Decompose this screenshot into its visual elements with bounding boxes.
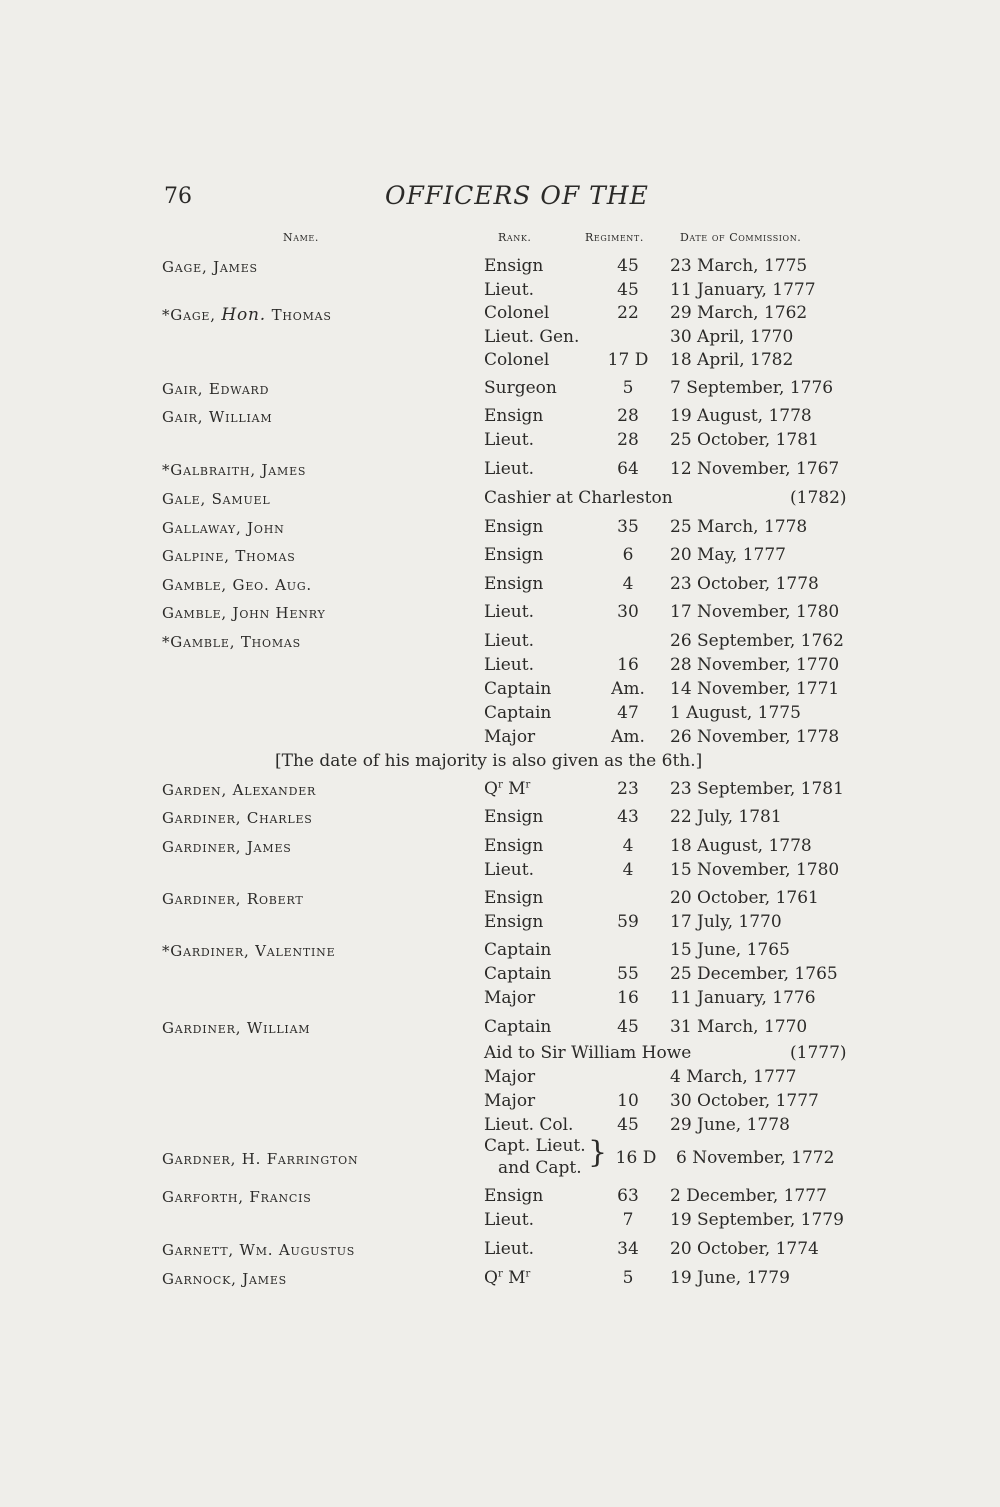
table-row <box>0 1017 1000 1041</box>
appointment-year: (1782) <box>790 488 847 508</box>
regiment: 17 D <box>607 350 649 370</box>
table-row <box>0 406 1000 430</box>
commission-date: 23 March, 1775 <box>670 256 808 276</box>
officer-name: Garforth, Francis <box>162 1188 312 1206</box>
regiment: 45 <box>617 1115 639 1135</box>
table-row <box>0 350 1000 374</box>
regiment: 16 <box>617 988 639 1008</box>
officer-rank: Capt. Lieut. <box>484 1136 586 1156</box>
table-row <box>0 727 1000 751</box>
commission-date: 31 March, 1770 <box>670 1017 808 1037</box>
table-row <box>0 378 1000 402</box>
officer-rank: Ensign <box>484 545 544 565</box>
table-row <box>0 631 1000 655</box>
officer-rank: Captain <box>484 940 552 960</box>
regiment: 23 <box>617 779 639 799</box>
officer-rank: Ensign <box>484 406 544 426</box>
table-row <box>0 655 1000 679</box>
regiment: 16 <box>617 655 639 675</box>
regiment: 63 <box>617 1186 639 1206</box>
rank-part: Q <box>484 1268 498 1288</box>
commission-date: 19 June, 1779 <box>670 1268 790 1288</box>
regiment: 28 <box>617 406 639 426</box>
commission-date: 2 December, 1777 <box>670 1186 827 1206</box>
regiment: 28 <box>617 430 639 450</box>
rank-superscript: r <box>525 779 531 791</box>
commission-date: 30 April, 1770 <box>670 327 794 347</box>
commission-date: 17 November, 1780 <box>670 602 840 622</box>
officer-rank: Lieut. Col. <box>484 1115 574 1135</box>
officer-name: Gallaway, John <box>162 519 285 537</box>
officer-rank: Ensign <box>484 836 544 856</box>
officer-name: Gamble, John Henry <box>162 604 326 622</box>
commission-date: 14 November, 1771 <box>670 679 840 699</box>
officer-rank: Lieut. <box>484 430 534 450</box>
regiment: 64 <box>617 459 639 479</box>
header-rank: Rank. <box>498 231 532 244</box>
table-row <box>0 964 1000 988</box>
commission-date: 18 April, 1782 <box>670 350 794 370</box>
officer-rank: Captain <box>484 1017 552 1037</box>
officer-rank: Ensign <box>484 912 544 932</box>
table-row <box>0 1135 1000 1178</box>
commission-date: 22 July, 1781 <box>670 807 782 827</box>
officer-rank <box>484 779 614 799</box>
commission-date: 15 June, 1765 <box>670 940 790 960</box>
commission-date: 20 May, 1777 <box>670 545 786 565</box>
table-row <box>0 860 1000 884</box>
header-name: Name. <box>283 231 319 244</box>
officer-rank-continued: and Capt. <box>498 1158 582 1178</box>
commission-date: 23 September, 1781 <box>670 779 844 799</box>
officer-rank: Major <box>484 988 536 1008</box>
table-row <box>0 602 1000 626</box>
regiment: 5 <box>622 1268 634 1288</box>
officer-rank: Captain <box>484 679 552 699</box>
officer-rank: Lieut. <box>484 1239 534 1259</box>
officer-rank: Lieut. Gen. <box>484 327 580 347</box>
table-row <box>0 327 1000 351</box>
name-part: *Gage, <box>162 306 222 324</box>
table-row <box>0 430 1000 454</box>
page-title: OFFICERS OF THE <box>385 181 649 210</box>
rank-part: M <box>502 1268 526 1288</box>
officer-rank: Lieut. <box>484 459 534 479</box>
officer-name: Gardiner, Charles <box>162 809 313 827</box>
regiment: 10 <box>617 1091 639 1111</box>
table-row <box>0 256 1000 280</box>
officer-rank: Ensign <box>484 807 544 827</box>
table-row <box>0 1268 1000 1292</box>
commission-date: 26 November, 1778 <box>670 727 840 747</box>
officer-name: *Gamble, Thomas <box>162 633 302 651</box>
commission-date: 19 September, 1779 <box>670 1210 844 1230</box>
officer-name: Garnett, Wm. Augustus <box>162 1241 356 1259</box>
table-row <box>0 703 1000 727</box>
officer-rank: Ensign <box>484 1186 544 1206</box>
name-part: Thomas <box>266 306 332 324</box>
commission-date: 20 October, 1774 <box>670 1239 819 1259</box>
officer-name: Garden, Alexander <box>162 781 317 799</box>
commission-date: 25 March, 1778 <box>670 517 808 537</box>
regiment: 34 <box>617 1239 639 1259</box>
officer-rank: Ensign <box>484 256 544 276</box>
officer-name: Gardner, H. Farrington <box>162 1150 359 1168</box>
regiment: 30 <box>617 602 639 622</box>
table-row <box>0 1043 1000 1067</box>
officer-rank: Surgeon <box>484 378 557 398</box>
regiment: 47 <box>617 703 639 723</box>
table-row <box>0 303 1000 327</box>
regiment: 4 <box>622 574 634 594</box>
officer-rank: Major <box>484 727 536 747</box>
officer-rank: Captain <box>484 964 552 984</box>
table-row <box>0 779 1000 803</box>
rank-part: Q <box>484 779 498 799</box>
rank-part: M <box>502 779 526 799</box>
officer-name: Garnock, James <box>162 1270 288 1288</box>
commission-date: 23 October, 1778 <box>670 574 819 594</box>
commission-date: 26 September, 1762 <box>670 631 844 651</box>
officer-name: Gardiner, Robert <box>162 890 304 908</box>
officer-name: Galpine, Thomas <box>162 547 296 565</box>
officer-rank: Lieut. <box>484 631 534 651</box>
commission-date: 4 March, 1777 <box>670 1067 797 1087</box>
table-row <box>0 459 1000 483</box>
officer-name: Gale, Samuel <box>162 490 271 508</box>
header-regiment: Regiment. <box>585 231 644 244</box>
commission-date: 25 October, 1781 <box>670 430 819 450</box>
officer-rank: Lieut. <box>484 860 534 880</box>
officer-rank: Lieut. <box>484 1210 534 1230</box>
regiment: 55 <box>617 964 639 984</box>
officer-rank: Major <box>484 1067 536 1087</box>
rank-superscript: r <box>525 1268 531 1280</box>
commission-date: 28 November, 1770 <box>670 655 840 675</box>
regiment: 43 <box>617 807 639 827</box>
officer-rank: Colonel <box>484 303 550 323</box>
page-number: 76 <box>164 184 192 209</box>
table-row <box>0 517 1000 541</box>
commission-date: 1 August, 1775 <box>670 703 801 723</box>
header-date: Date of Commission. <box>680 231 802 244</box>
table-row <box>0 807 1000 831</box>
rank-superscript: r <box>497 779 503 791</box>
table-row <box>0 836 1000 860</box>
regiment: 45 <box>617 256 639 276</box>
regiment: 16 D <box>615 1148 657 1168</box>
commission-date: 7 September, 1776 <box>670 378 834 398</box>
commission-date: 12 November, 1767 <box>670 459 840 479</box>
regiment: 22 <box>617 303 639 323</box>
table-row <box>0 280 1000 304</box>
regiment: 45 <box>617 280 639 300</box>
commission-date: 6 November, 1772 <box>676 1148 835 1168</box>
officer-name: Gardiner, James <box>162 838 292 856</box>
officer-name: *Gardiner, Valentine <box>162 942 336 960</box>
table-row <box>0 1210 1000 1234</box>
table-row <box>0 912 1000 936</box>
appointment-text: Cashier at Charleston <box>484 488 673 508</box>
table-row <box>0 1186 1000 1210</box>
commission-date: 20 October, 1761 <box>670 888 819 908</box>
officer-rank: Captain <box>484 703 552 723</box>
table-row <box>0 679 1000 703</box>
commission-date: 11 January, 1776 <box>670 988 816 1008</box>
commission-date: 29 June, 1778 <box>670 1115 790 1135</box>
officer-rank: Ensign <box>484 517 544 537</box>
officer-name: Gair, William <box>162 408 273 426</box>
table-note: [The date of his majority is also given as the 6th.] <box>275 751 703 771</box>
table-row <box>0 751 1000 775</box>
commission-date: 11 January, 1777 <box>670 280 816 300</box>
officer-rank: Major <box>484 1091 536 1111</box>
table-row <box>0 888 1000 912</box>
officer-rank: Ensign <box>484 888 544 908</box>
regiment: 59 <box>617 912 639 932</box>
officer-rank: Lieut. <box>484 655 534 675</box>
table-row <box>0 1067 1000 1091</box>
regiment: Am. <box>611 679 645 699</box>
table-row <box>0 988 1000 1012</box>
officer-name: Gardiner, William <box>162 1019 311 1037</box>
regiment: 45 <box>617 1017 639 1037</box>
appointment-year: (1777) <box>790 1043 847 1063</box>
regiment: 35 <box>617 517 639 537</box>
commission-date: 30 October, 1777 <box>670 1091 819 1111</box>
regiment: 6 <box>622 545 634 565</box>
commission-date: 17 July, 1770 <box>670 912 782 932</box>
officer-rank: Lieut. <box>484 280 534 300</box>
table-row <box>0 1091 1000 1115</box>
name-honorific: Hon. <box>221 305 267 325</box>
officer-rank: Lieut. <box>484 602 534 622</box>
officer-name: *Galbraith, James <box>162 461 307 479</box>
rank-superscript: r <box>497 1268 503 1280</box>
officer-rank: Ensign <box>484 574 544 594</box>
commission-date: 19 August, 1778 <box>670 406 812 426</box>
table-row <box>0 940 1000 964</box>
officer-name: Gamble, Geo. Aug. <box>162 576 312 594</box>
commission-date: 25 December, 1765 <box>670 964 838 984</box>
officer-name: Gair, Edward <box>162 380 270 398</box>
appointment-text: Aid to Sir William Howe <box>484 1043 692 1063</box>
officer-rank <box>484 1268 614 1288</box>
brace-symbol: } <box>588 1135 608 1170</box>
regiment: 5 <box>622 378 634 398</box>
table-row <box>0 488 1000 512</box>
officer-name <box>162 305 482 325</box>
officer-name: Gage, James <box>162 258 258 276</box>
table-row <box>0 1239 1000 1263</box>
regiment: 4 <box>622 860 634 880</box>
regiment: 7 <box>622 1210 634 1230</box>
table-row <box>0 545 1000 569</box>
commission-date: 29 March, 1762 <box>670 303 808 323</box>
commission-date: 15 November, 1780 <box>670 860 840 880</box>
regiment: 4 <box>622 836 634 856</box>
officer-rank: Colonel <box>484 350 550 370</box>
table-row <box>0 574 1000 598</box>
commission-date: 18 August, 1778 <box>670 836 812 856</box>
regiment: Am. <box>611 727 645 747</box>
